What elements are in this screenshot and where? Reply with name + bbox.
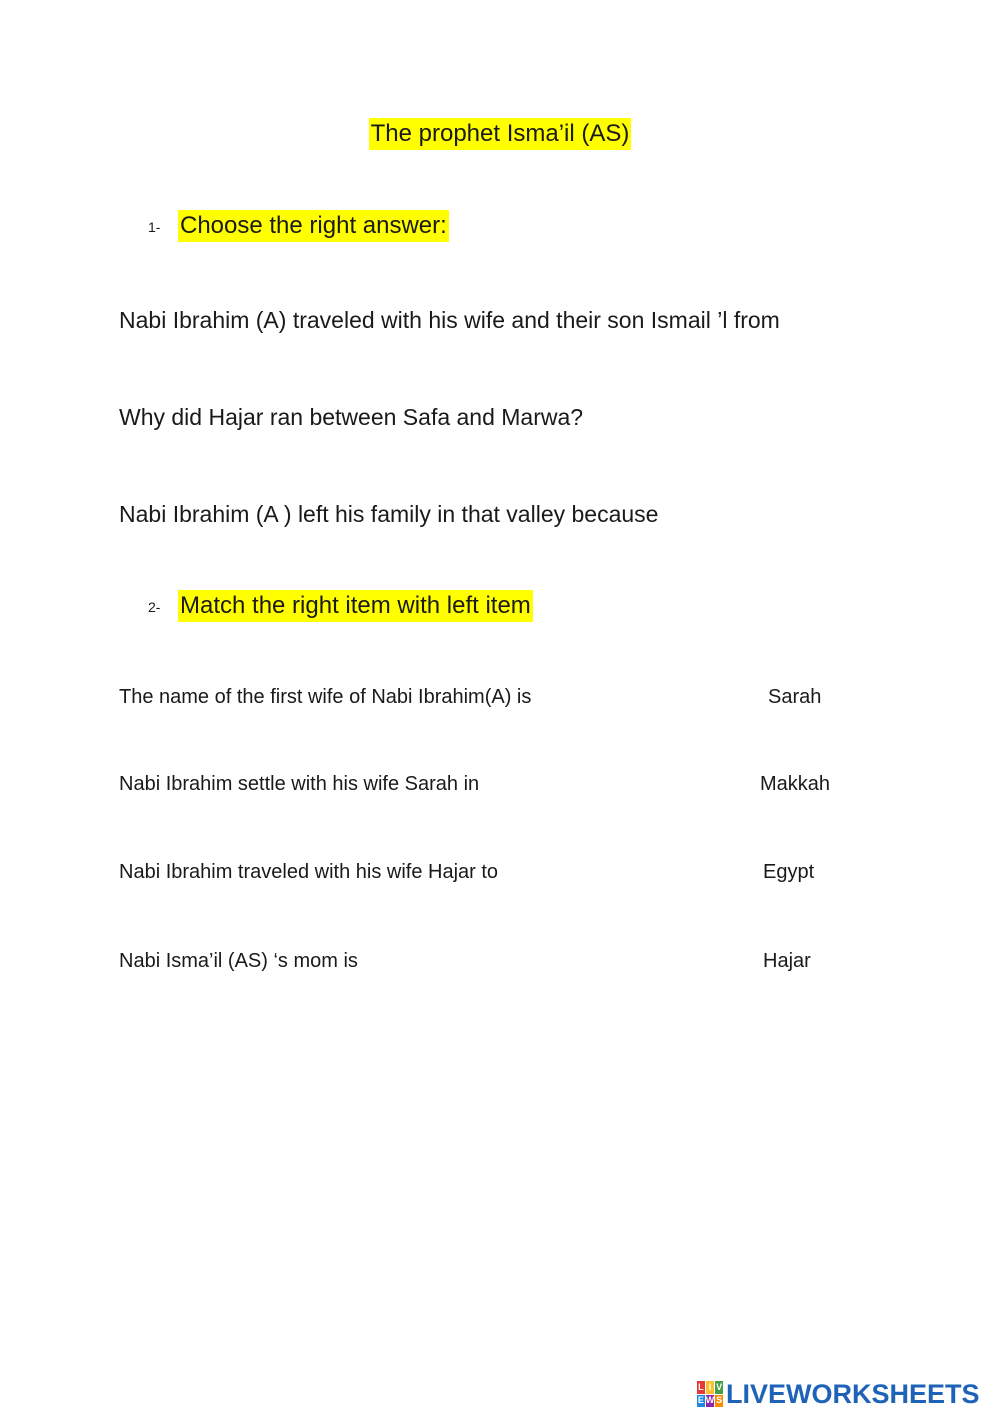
match-right-item-1: Sarah	[768, 686, 822, 708]
logo-tile: I	[706, 1381, 715, 1394]
liveworksheets-logo-icon	[697, 1381, 723, 1407]
question-1: Nabi Ibrahim (A) traveled with his wife and their son Ismail ’l from	[119, 307, 780, 333]
section-1-heading: Choose the right answer:	[178, 210, 449, 242]
question-2: Why did Hajar ran between Safa and Marwa?	[119, 404, 584, 430]
section-2-header	[148, 592, 533, 620]
liveworksheets-watermark	[697, 1377, 980, 1411]
match-left-item-1: The name of the first wife of Nabi Ibrahim(A) is	[119, 686, 532, 708]
section-1-number: 1-	[148, 218, 161, 235]
match-right-item-2: Makkah	[760, 773, 831, 795]
logo-tile: W	[705, 1395, 715, 1406]
worksheet-title-text: The prophet Isma’il (AS)	[369, 118, 632, 150]
section-2-heading: Match the right item with left item	[178, 590, 533, 622]
match-left-item-4: Nabi Isma’il (AS) ‘s mom is	[119, 950, 358, 972]
question-3: Nabi Ibrahim (A ) left his family in that valley because	[119, 501, 659, 527]
section-1-header	[148, 212, 449, 240]
logo-tile: V	[716, 1381, 723, 1392]
match-left-item-2: Nabi Ibrahim settle with his wife Sarah in	[119, 773, 480, 795]
match-right-item-4: Hajar	[763, 950, 811, 972]
worksheet-title	[0, 120, 1000, 148]
match-left-item-3: Nabi Ibrahim traveled with his wife Hajar to	[119, 861, 499, 883]
section-2-number: 2-	[148, 598, 161, 615]
match-right-item-3: Egypt	[763, 861, 815, 883]
logo-tile: L	[698, 1381, 704, 1392]
logo-tile: E	[697, 1395, 704, 1406]
logo-tile: S	[716, 1395, 723, 1406]
liveworksheets-brand-name: LIVEWORKSHEETS	[726, 1378, 980, 1409]
